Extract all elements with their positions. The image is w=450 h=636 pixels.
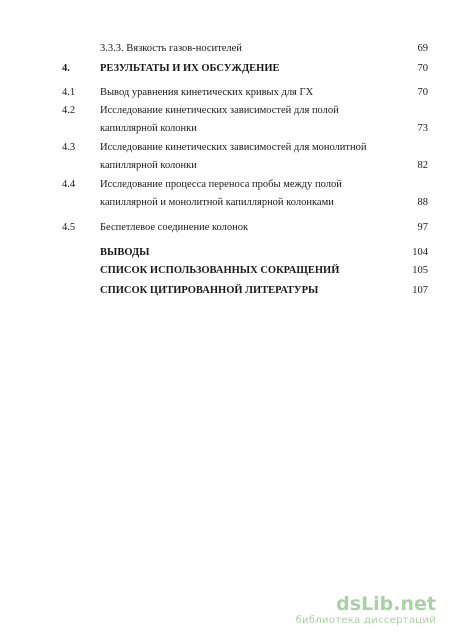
toc-entry-page: 82 <box>417 160 428 171</box>
toc-entry-title-continued: капиллярной колонки <box>100 123 197 134</box>
toc-entry-title-continued: капиллярной колонки <box>100 160 197 171</box>
toc-entry-number: 4. <box>62 63 70 74</box>
toc-entry-title: Исследование кинетических зависимостей для полой <box>100 105 339 116</box>
toc-entry-title: Исследование процесса переноса пробы между полой <box>100 179 342 190</box>
toc-entry-number: 4.4 <box>62 179 76 190</box>
toc-entry-page: 88 <box>417 197 428 208</box>
toc-entry-page: 70 <box>417 63 428 74</box>
toc-entry-title: ВЫВОДЫ <box>100 247 150 258</box>
toc-entry-title-continued: капиллярной и монолитной капиллярной колонками <box>100 197 334 208</box>
toc-entry-page: 70 <box>417 87 428 98</box>
toc-entry-title: РЕЗУЛЬТАТЫ И ИХ ОБСУЖДЕНИЕ <box>100 63 280 74</box>
toc-entry-number: 4.1 <box>62 87 76 98</box>
toc-entry-number: 4.5 <box>62 222 76 233</box>
toc-entry-page: 104 <box>412 247 428 258</box>
toc-entry-title: Исследование кинетических зависимостей для монолитной <box>100 142 367 153</box>
toc-entry-page: 107 <box>412 285 428 296</box>
toc-entry-page: 73 <box>417 123 428 134</box>
toc-entry-number: 4.3 <box>62 142 76 153</box>
toc-entry-page: 69 <box>417 43 428 54</box>
toc-entry-number: 4.2 <box>62 105 76 116</box>
watermark <box>296 594 436 626</box>
toc-entry-title: 3.3.3. Вязкость газов-носителей <box>100 43 242 54</box>
toc-entry-page: 105 <box>412 265 428 276</box>
toc-entry-title: Вывод уравнения кинетических кривых для ГХ <box>100 87 314 98</box>
toc-entry-title: Беспетлевое соединение колонок <box>100 222 249 233</box>
watermark-logo: dsLib.net <box>336 593 436 616</box>
toc-entry-title: СПИСОК ИСПОЛЬЗОВАННЫХ СОКРАЩЕНИЙ <box>100 265 340 276</box>
toc-entry-page: 97 <box>417 222 428 233</box>
toc-entry-title: СПИСОК ЦИТИРОВАННОЙ ЛИТЕРАТУРЫ <box>100 285 319 296</box>
watermark-subtitle: библиотека диссертаций <box>295 615 436 626</box>
